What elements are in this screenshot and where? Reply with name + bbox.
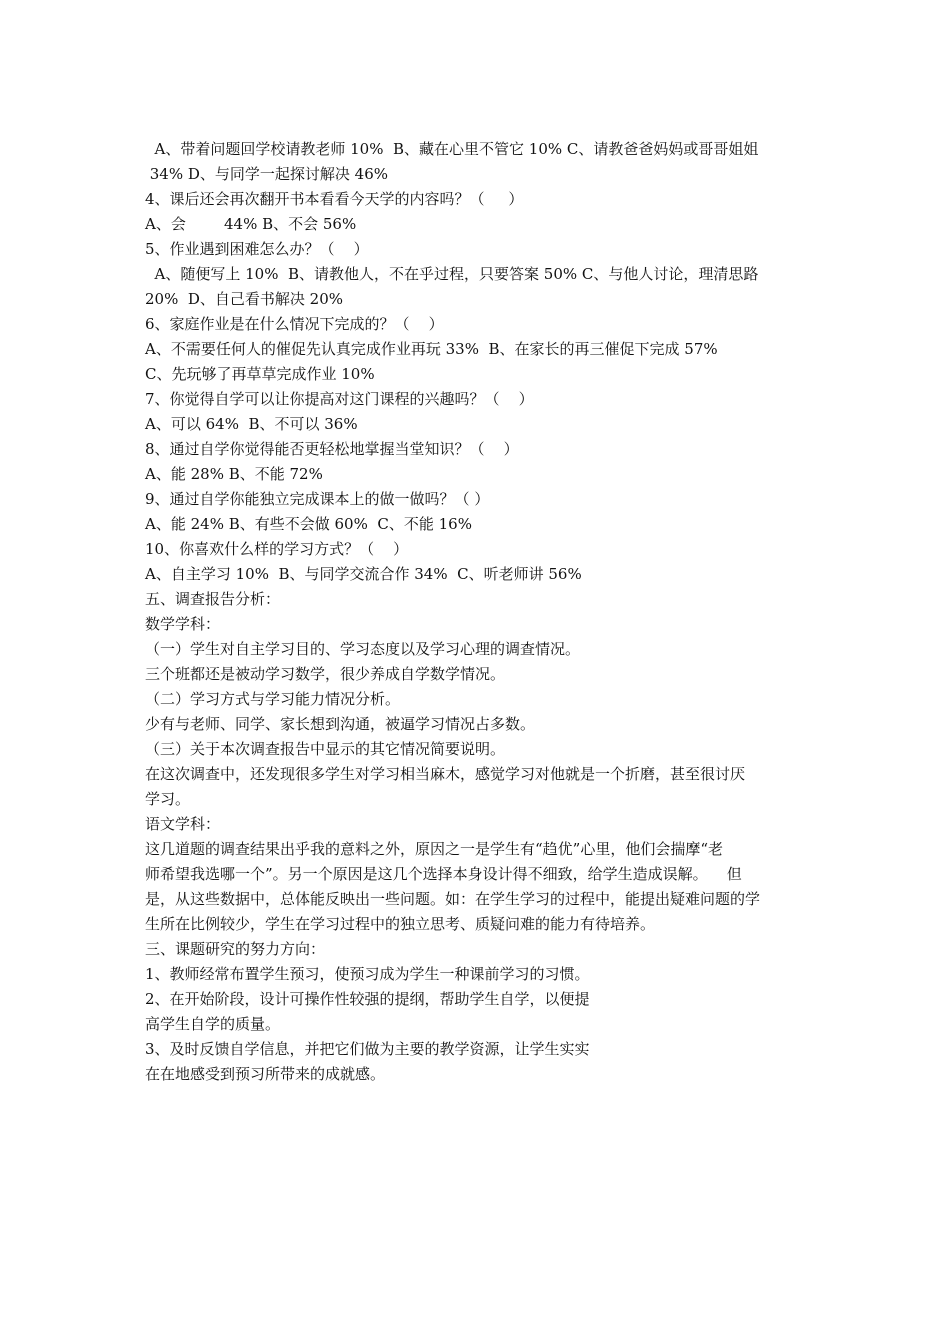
text-line: A、自主学习 10% B、与同学交流合作 34% C、听老师讲 56% (145, 565, 582, 583)
text-line: A、可以 64% B、不可以 36% (145, 415, 358, 433)
text-line: 3、及时反馈自学信息，并把它们做为主要的教学资源，让学生实实 (145, 1040, 590, 1058)
text-line: 是，从这些数据中，总体能反映出一些问题。如：在学生学习的过程中，能提出疑难问题的学 (145, 890, 761, 908)
text-line: （一）学生对自主学习目的、学习态度以及学习心理的调查情况。 (145, 640, 581, 658)
text-line: 7、你觉得自学可以让你提高对这门课程的兴趣吗？（ ） (145, 390, 534, 408)
text-line: （三）关于本次调查报告中显示的其它情况简要说明。 (145, 740, 506, 758)
section-heading: 五、调查报告分析： (145, 590, 281, 608)
text-line: A、能 24% B、有些不会做 60% C、不能 16% (145, 515, 472, 533)
text-line: 三个班都还是被动学习数学，很少养成自学数学情况。 (145, 665, 506, 683)
section-heading: 三、课题研究的努力方向： (145, 940, 326, 958)
text-line: 生所在比例较少，学生在学习过程中的独立思考、质疑问难的能力有待培养。 (145, 915, 656, 933)
text-line: （二）学习方式与学习能力情况分析。 (145, 690, 401, 708)
text-line: 在这次调查中，还发现很多学生对学习相当麻木，感觉学习对他就是一个折磨，甚至很讨厌 (145, 765, 746, 783)
text-line: 学习。 (145, 790, 191, 808)
text-line: 少有与老师、同学、家长想到沟通，被逼学习情况占多数。 (145, 715, 536, 733)
text-line: 高学生自学的质量。 (145, 1015, 281, 1033)
text-line: 在在地感受到预习所带来的成就感。 (145, 1065, 386, 1083)
text-line: A、会 44% B、不会 56% (145, 215, 357, 233)
text-line: 34% D、与同学一起探讨解决 46% (145, 165, 389, 183)
subject-heading: 语文学科： (145, 815, 221, 833)
text-line: 2、在开始阶段，设计可操作性较强的提纲，帮助学生自学，以便提 (145, 990, 590, 1008)
text-line: 9、通过自学你能独立完成课本上的做一做吗？（ ） (145, 490, 490, 508)
text-line: A、带着问题回学校请教老师 10% B、藏在心里不管它 10% C、请教爸爸妈妈或哥哥姐姐 (145, 140, 759, 158)
text-line: 8、通过自学你觉得能否更轻松地掌握当堂知识？（ ） (145, 440, 519, 458)
text-line: 20% D、自己看书解决 20% (145, 290, 344, 308)
text-line: 4、课后还会再次翻开书本看看今天学的内容吗？（ ） (145, 190, 524, 208)
text-line: 5、作业遇到困难怎么办？（ ） (145, 240, 369, 258)
subject-heading: 数学学科： (145, 615, 221, 633)
document-page (145, 137, 813, 1087)
text-line: 6、家庭作业是在什么情况下完成的？（ ） (145, 315, 444, 333)
text-line: C、先玩够了再草草完成作业 10% (145, 365, 375, 383)
text-line: A、能 28% B、不能 72% (145, 465, 323, 483)
text-line: 这几道题的调查结果出乎我的意料之外，原因之一是学生有“趋优”心里，他们会揣摩“老 (145, 840, 724, 858)
text-line: A、随便写上 10% B、请教他人，不在乎过程，只要答案 50% C、与他人讨论，理清思路 (145, 265, 759, 283)
text-line: 1、教师经常布置学生预习，使预习成为学生一种课前学习的习惯。 (145, 965, 590, 983)
text-line: 10、你喜欢什么样的学习方式？（ ） (145, 540, 409, 558)
text-line: 师希望我选哪一个”。另一个原因是这几个选择本身设计得不细致，给学生造成误解。 但 (145, 865, 742, 883)
text-line: A、不需要任何人的催促先认真完成作业再玩 33% B、在家长的再三催促下完成 57% (145, 340, 718, 358)
